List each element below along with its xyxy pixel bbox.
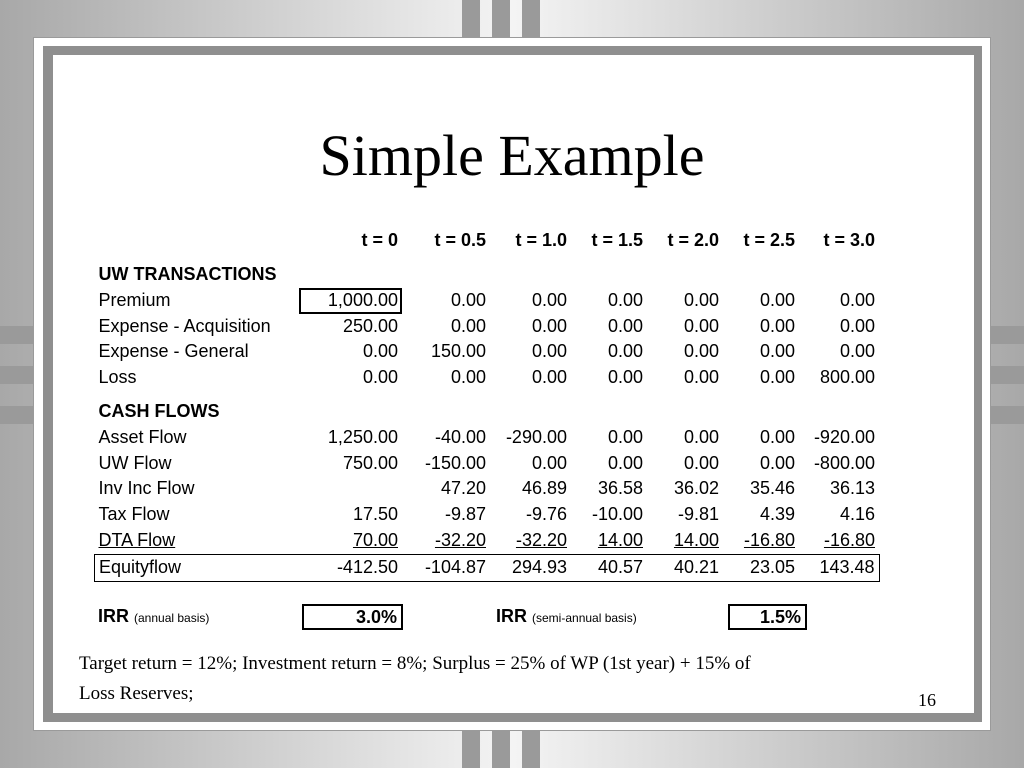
- table-cell: 14.00: [673, 529, 719, 550]
- table-cell: -32.20: [515, 529, 567, 550]
- slide-title: Simple Example: [319, 123, 705, 188]
- note-line: Loss Reserves;: [79, 683, 194, 704]
- table-cell: 250.00: [342, 315, 398, 336]
- row-label: Asset Flow: [98, 426, 187, 447]
- table-cell: 0.00: [607, 341, 643, 362]
- table-cell: 0.00: [759, 426, 795, 447]
- table-cell: -10.00: [591, 504, 643, 525]
- row-label: Expense - General: [98, 341, 249, 362]
- uw-section-heading: UW TRANSACTIONS: [98, 264, 277, 284]
- table-row: [95, 339, 880, 365]
- table-cell: 0.00: [683, 315, 719, 336]
- table-cell: 0.00: [607, 315, 643, 336]
- table-cell: 800.00: [819, 367, 875, 388]
- premium-boxed-cell: 1,000.00: [299, 288, 402, 314]
- table-cell: 4.16: [839, 504, 875, 525]
- table-cell: -290.00: [505, 426, 567, 447]
- table-cell: -800.00: [813, 452, 875, 473]
- table-cell: 0.00: [839, 289, 875, 310]
- table-cell: 17.50: [352, 504, 398, 525]
- table-cell: 1,250.00: [327, 426, 398, 447]
- table-cell: -16.80: [743, 529, 795, 550]
- table-row: [95, 528, 880, 554]
- row-label: Loss: [98, 367, 137, 388]
- assumptions-note: [79, 649, 919, 709]
- col-header: t = 1.0: [515, 230, 567, 251]
- table-cell: 36.02: [673, 478, 719, 499]
- table-cell: 0.00: [362, 367, 398, 388]
- table-header-row: [95, 228, 880, 254]
- irr-annual-title: IRR: [98, 606, 129, 626]
- table-cell: -9.76: [525, 504, 567, 525]
- table-row: [95, 365, 880, 391]
- row-label: UW Flow: [98, 452, 172, 473]
- table-cell: 23.05: [723, 554, 799, 581]
- table-cell: 0.00: [759, 315, 795, 336]
- table-cell: 46.89: [521, 478, 567, 499]
- table-cell: -9.81: [677, 504, 719, 525]
- table-cell: 0.00: [683, 426, 719, 447]
- table-cell: -9.87: [444, 504, 486, 525]
- table-cell: 0.00: [450, 289, 486, 310]
- table-row: [95, 314, 880, 340]
- table-cell: 0.00: [607, 367, 643, 388]
- table-cell: -16.80: [823, 529, 875, 550]
- table-cell: 0.00: [683, 341, 719, 362]
- irr-annual-basis: (annual basis): [134, 611, 210, 625]
- cash-flow-table: [94, 228, 880, 582]
- col-header: t = 1.5: [591, 230, 643, 251]
- table-cell: 0.00: [839, 315, 875, 336]
- table-cell: 143.48: [799, 554, 879, 581]
- table-cell: 0.00: [759, 341, 795, 362]
- table-cell: 0.00: [531, 289, 567, 310]
- table-cell: 0.00: [531, 367, 567, 388]
- table-cell: [299, 476, 402, 502]
- table-row: [95, 502, 880, 528]
- table-cell: 294.93: [490, 554, 571, 581]
- table-cell: -150.00: [424, 452, 486, 473]
- irr-annual-value: 3.0%: [302, 604, 403, 630]
- col-header: t = 0.5: [434, 230, 486, 251]
- table-cell: 0.00: [683, 452, 719, 473]
- table-cell: 0.00: [607, 289, 643, 310]
- page-number: 16: [918, 690, 936, 710]
- table-cell: 0.00: [759, 452, 795, 473]
- table-cell: 40.57: [571, 554, 647, 581]
- section-heading-row: [95, 254, 880, 288]
- row-label: Premium: [98, 289, 171, 310]
- table-cell: -32.20: [434, 529, 486, 550]
- irr-semi-value: 1.5%: [728, 604, 807, 630]
- cf-section-heading: CASH FLOWS: [98, 400, 220, 421]
- row-label: Inv Inc Flow: [98, 478, 195, 499]
- table-cell: 70.00: [352, 529, 398, 550]
- row-label: DTA Flow: [98, 529, 176, 550]
- col-header: t = 0: [361, 230, 398, 251]
- note-line: Target return = 12%; Investment return = 8%; Surplus = 25% of WP (1st year) + 15% of: [79, 653, 751, 674]
- col-header: t = 2.5: [743, 230, 795, 251]
- table-cell: 36.13: [829, 478, 875, 499]
- table-cell: 35.46: [749, 478, 795, 499]
- table-cell: 0.00: [607, 426, 643, 447]
- table-row: [95, 476, 880, 502]
- table-cell: 0.00: [759, 289, 795, 310]
- irr-semi-basis: (semi-annual basis): [532, 611, 637, 625]
- table-row: [95, 451, 880, 477]
- table-cell: 0.00: [531, 315, 567, 336]
- irr-semi-title: IRR: [496, 606, 527, 626]
- table-cell: 0.00: [531, 341, 567, 362]
- table-cell: 0.00: [450, 367, 486, 388]
- table-cell: 0.00: [839, 341, 875, 362]
- table-cell: -920.00: [813, 426, 875, 447]
- table-cell: -104.87: [402, 554, 490, 581]
- col-header: t = 2.0: [667, 230, 719, 251]
- table-cell: 0.00: [362, 341, 398, 362]
- table-cell: -412.50: [299, 554, 402, 581]
- row-label: Equityflow: [95, 554, 300, 581]
- equityflow-row: [95, 554, 880, 581]
- table-cell: 47.20: [440, 478, 486, 499]
- row-label: Tax Flow: [98, 504, 170, 525]
- col-header: t = 3.0: [823, 230, 875, 251]
- table-row: [95, 288, 880, 314]
- table-cell: -40.00: [434, 426, 486, 447]
- table-cell: 0.00: [759, 367, 795, 388]
- table-cell: 14.00: [597, 529, 643, 550]
- table-cell: 750.00: [342, 452, 398, 473]
- table-cell: 4.39: [759, 504, 795, 525]
- table-cell: 0.00: [683, 367, 719, 388]
- row-label: Expense - Acquisition: [98, 315, 271, 336]
- table-cell: 0.00: [607, 452, 643, 473]
- table-cell: 150.00: [430, 341, 486, 362]
- header-empty-cell: [95, 228, 300, 254]
- table-row: [95, 425, 880, 451]
- table-cell: 0.00: [450, 315, 486, 336]
- table-cell: 40.21: [647, 554, 723, 581]
- table-cell: 0.00: [683, 289, 719, 310]
- table-cell: 36.58: [597, 478, 643, 499]
- irr-annual-label: [98, 606, 209, 627]
- table-cell: 0.00: [531, 452, 567, 473]
- irr-semi-label: [496, 606, 637, 627]
- section-heading-row: [95, 391, 880, 425]
